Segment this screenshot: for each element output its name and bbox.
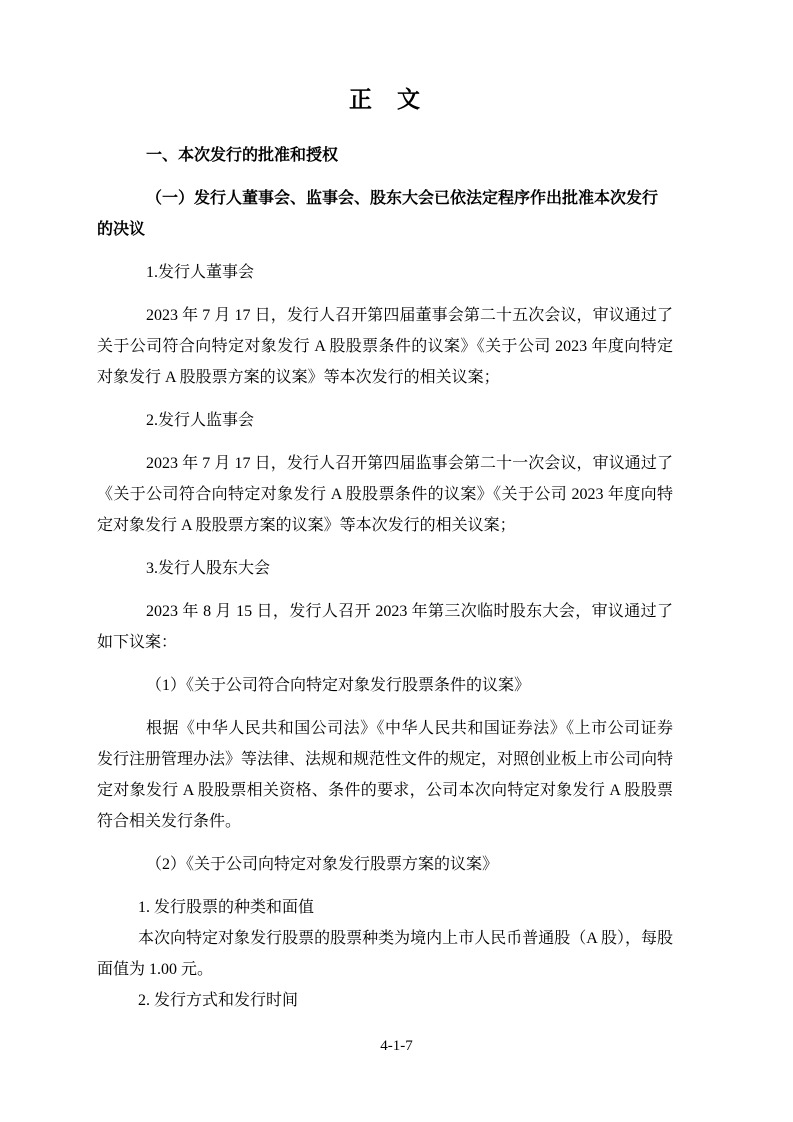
para-board-meeting-2023-07-17: 2023 年 7 月 17 日，发行人召开第四届董事会第二十五次会议，审议通过了关于公司符合向特定对象发行 A 股股票条件的议案》《关于公司 2023 年度向特定对象发行 A 股股票方案的议案》等本次发行的相关议案； xyxy=(97,307,673,386)
para-shareholders-meeting-label: 3.发行人股东大会 xyxy=(146,560,271,577)
page-number: 4-1-7 xyxy=(380,1038,413,1054)
para-item-1-stock-type-heading: 1. 发行股票的种类和面值 xyxy=(138,899,315,916)
para-item-2-issue-method-heading: 2. 发行方式和发行时间 xyxy=(138,992,299,1009)
subheading-board-resolutions: （一）发行人董事会、监事会、股东大会已依法定程序作出批准本次发行的决议 xyxy=(97,190,659,238)
para-supervisory-meeting-2023-07-17: 2023 年 7 月 17 日，发行人召开第四届监事会第二十一次会议，审议通过了《关于公司符合向特定对象发行 A 股股票条件的议案》《关于公司 2023 年度向特定对象发行 A 股股票方案的议案》等本次发行的相关议案； xyxy=(97,455,673,534)
para-proposal-1-title: （1）《关于公司符合向特定对象发行股票条件的议案》 xyxy=(146,677,531,694)
para-proposal-2-title: （2）《关于公司向特定对象发行股票方案的议案》 xyxy=(146,856,499,873)
document-page xyxy=(97,84,673,1016)
para-shareholders-meeting-2023-08-15: 2023 年 8 月 15 日，发行人召开 2023 年第三次临时股东大会，审议通过了如下议案： xyxy=(97,603,673,651)
para-issuer-supervisory-label: 2.发行人监事会 xyxy=(146,412,255,429)
para-issuer-board-label: 1.发行人董事会 xyxy=(146,264,255,281)
heading-approval-and-authorization: 一、本次发行的批准和授权 xyxy=(146,147,339,164)
para-item-1-stock-type-content: 本次向特定对象发行股票的股票种类为境内上市人民币普通股（A 股），每股面值为 1.00 元。 xyxy=(97,930,673,978)
document-title: 正 文 xyxy=(349,87,421,112)
para-proposal-1-content: 根据《中华人民共和国公司法》《中华人民共和国证券法》《上市公司证券发行注册管理办法》等法律、法规和规范性文件的规定，对照创业板上市公司向特定对象发行 A 股股票相关资格、条件的要求，公司本次向特定对象发行 A 股股票符合相关发行条件。 xyxy=(97,720,674,830)
